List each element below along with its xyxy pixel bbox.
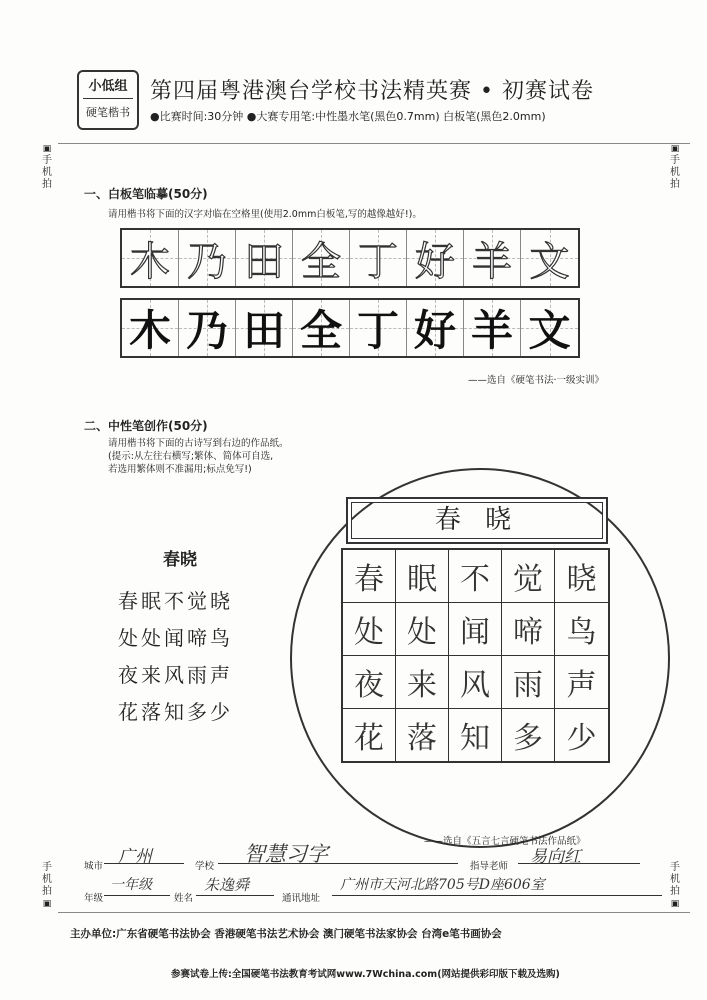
work-cell: 觉	[502, 550, 555, 602]
teacher-field[interactable]: 易向红	[518, 842, 640, 864]
outline-char-cell: 羊	[464, 230, 521, 286]
side-note-right-top: ▣ 手 机 拍	[670, 144, 680, 190]
upload-note: 参赛试卷上传:全国硬笔书法教育考试网www.7Wchina.com(网站提供彩印版下载及选购)	[171, 969, 560, 980]
camera-icon: ▣	[670, 899, 680, 909]
poem-title: 春晓	[163, 550, 197, 570]
page-title: 第四届粤港澳台学校书法精英赛 • 初赛试卷	[150, 79, 594, 104]
teacher-label: 指导老师	[470, 861, 509, 872]
section2-source: ——选自《五言七言硬笔书法作品纸》	[424, 836, 586, 847]
top-divider	[58, 143, 690, 144]
organizers: 主办单位:广东省硬笔书法协会 香港硬笔书法艺术协会 澳门硬笔书法家协会 台湾e笔书画协会	[70, 928, 502, 940]
work-cell: 多	[502, 709, 555, 761]
badge-group: 小低组	[88, 79, 128, 94]
work-cell: 来	[396, 656, 449, 708]
side-note-left-bottom: 手 机 拍 ▣	[42, 862, 52, 909]
work-cell: 处	[343, 603, 396, 655]
badge-style: 硬笔楷书	[86, 106, 130, 119]
camera-icon: ▣	[42, 144, 52, 154]
work-cell: 知	[449, 709, 502, 761]
poem-line: 花落知多少	[118, 700, 233, 724]
work-grid-row	[343, 709, 608, 761]
address-field[interactable]: 广州市天河北路705号D座606室	[332, 874, 662, 896]
section1-instruction: 请用楷书将下面的汉字对临在空格里(使用2.0mm白板笔,写的越像越好!)。	[108, 209, 422, 220]
bottom-divider	[58, 912, 690, 913]
poem-line: 夜来风雨声	[118, 663, 233, 687]
school-label: 学校	[195, 861, 215, 872]
outline-char-cell: 丁	[350, 230, 407, 286]
work-cell: 夜	[343, 656, 396, 708]
grade-field[interactable]: 一年级	[104, 874, 170, 896]
work-cell: 声	[566, 668, 597, 703]
written-char-cell: 木	[122, 300, 179, 356]
work-cell: 风	[449, 656, 502, 708]
poem-line: 春眠不觉晓	[118, 589, 233, 613]
work-title-box: 春 晓	[346, 497, 608, 544]
work-grid-row	[343, 603, 608, 656]
section1-source: ——选自《硬笔书法·一级实训》	[468, 375, 605, 386]
work-cell: 处	[396, 603, 449, 655]
side-note-left-top: ▣ 手 机 拍	[42, 144, 52, 190]
written-char-cell: 乃	[179, 300, 236, 356]
work-cell: 花	[343, 709, 396, 761]
city-field[interactable]: 广州	[104, 842, 184, 864]
work-cell: 眠	[396, 550, 449, 602]
outline-char-cell: 乃	[179, 230, 236, 286]
work-cell: 春	[343, 550, 396, 602]
work-grid	[341, 548, 610, 763]
written-char-cell: 文	[521, 300, 578, 356]
written-char-cell: 羊	[464, 300, 521, 356]
work-grid-row	[343, 656, 608, 709]
outline-char-cell: 好	[407, 230, 464, 286]
school-field[interactable]: 智慧习字	[218, 838, 458, 864]
work-grid-row	[343, 550, 608, 603]
camera-icon: ▣	[670, 144, 680, 154]
name-label: 姓名	[174, 893, 194, 904]
work-cell: 啼	[502, 603, 555, 655]
side-note-right-bottom: 手 机 拍 ▣	[670, 862, 680, 909]
work-cell: 闻	[449, 603, 502, 655]
outline-char-cell: 文	[521, 230, 578, 286]
outline-char-cell: 田	[236, 230, 293, 286]
address-label: 通讯地址	[282, 893, 321, 904]
written-char-cell: 好	[407, 300, 464, 356]
work-cell: 不	[449, 550, 502, 602]
work-cell: 鸟	[566, 615, 597, 650]
work-cell: 雨	[502, 656, 555, 708]
section2-heading: 二、中性笔创作(50分)	[84, 419, 208, 433]
camera-icon: ▣	[42, 899, 52, 909]
written-char-cell: 丁	[350, 300, 407, 356]
page-subtitle: ●比赛时间:30分钟 ●大赛专用笔:中性墨水笔(黑色0.7mm) 白板笔(黑色2.0mm)	[150, 110, 546, 123]
section1-heading: 一、白板笔临摹(50分)	[84, 187, 208, 201]
name-field[interactable]: 朱逸舜	[196, 874, 274, 896]
work-cell: 少	[566, 721, 597, 756]
poem-text	[118, 583, 233, 731]
outline-char-row	[120, 228, 580, 288]
work-cell: 落	[396, 709, 449, 761]
poem-line: 处处闻啼鸟	[118, 626, 233, 650]
outline-char-cell: 木	[122, 230, 179, 286]
outline-char-cell: 全	[293, 230, 350, 286]
city-label: 城市	[84, 861, 104, 872]
work-cell: 晓	[566, 562, 597, 597]
written-char-cell: 全	[293, 300, 350, 356]
written-char-row	[120, 298, 580, 358]
group-badge	[77, 70, 139, 130]
section2-instructions: 请用楷书将下面的古诗写到右边的作品纸。 (提示:从左往右横写;繁体、简体可自选, 若选用繁体则不准漏用;标点免写!)	[108, 438, 289, 475]
grade-label: 年级	[84, 893, 104, 904]
written-char-cell: 田	[236, 300, 293, 356]
